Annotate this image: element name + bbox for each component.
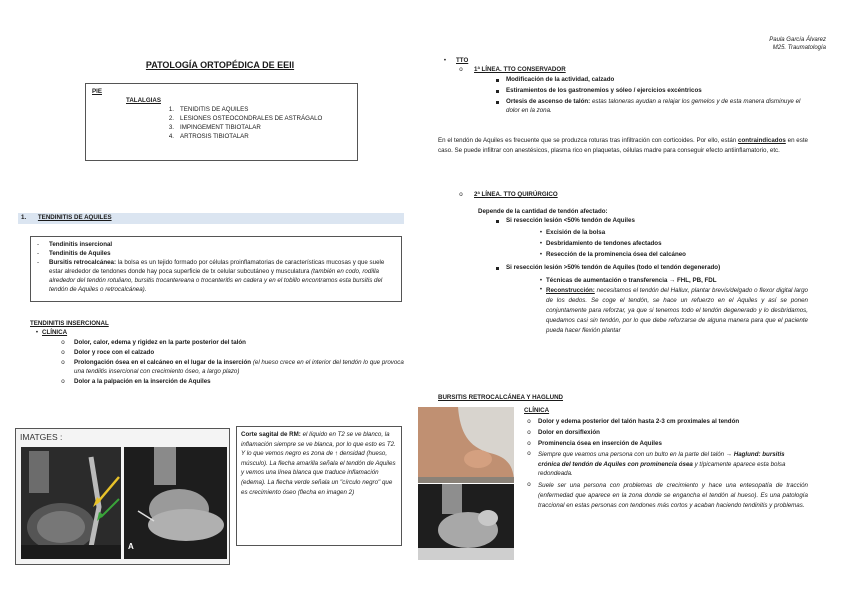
tto-section bbox=[440, 57, 808, 116]
tecnicas-text: Técnicas de aumentación o transferencia → FHL, PB, FDL bbox=[546, 276, 717, 284]
clinica-item bbox=[58, 339, 410, 348]
xray-image bbox=[124, 447, 227, 559]
growth-b: (enfermedad que aparece en la zona donde se engancha el tendón al hueso). bbox=[538, 491, 759, 499]
images-label: IMATGES : bbox=[20, 432, 63, 442]
type-label: Tendinitis insercional bbox=[49, 241, 113, 248]
circle-marker bbox=[58, 378, 68, 387]
square-marker bbox=[496, 264, 506, 274]
heel-photo bbox=[418, 407, 514, 483]
gt50-text: Si resección lesión >50% tendón de Aquiles (todo el tendón degenerado) bbox=[506, 263, 721, 271]
lt50-list bbox=[536, 229, 808, 260]
clinica-item bbox=[58, 378, 410, 387]
index-section: PIE bbox=[92, 88, 102, 95]
bullet-marker bbox=[32, 329, 42, 338]
index-label: IMPINGEMENT TIBIOTALAR bbox=[180, 123, 261, 131]
linea1-row bbox=[456, 66, 808, 75]
types-list bbox=[37, 241, 395, 259]
haglund-italic: Siempre que veamos una persona con un bulto en la parte del talón → bbox=[538, 450, 732, 458]
bursitis-item-text: Dolor y edema posterior del talón hasta 2-3 cm proximales al tendón bbox=[538, 417, 740, 425]
clinica-item-text: Prolongación ósea en el calcáneo en el lugar de la inserción bbox=[74, 358, 252, 366]
circle-marker bbox=[456, 191, 466, 200]
doc-title: PATOLOGÍA ORTOPÉDICA DE EEII bbox=[145, 60, 295, 70]
linea2-section bbox=[456, 191, 808, 335]
lt50-item bbox=[536, 251, 808, 260]
lt50-item bbox=[536, 229, 808, 238]
growth-block bbox=[538, 481, 808, 511]
types-box bbox=[30, 236, 402, 302]
index-item bbox=[162, 106, 351, 115]
bullet-marker bbox=[440, 57, 450, 66]
clinica-row bbox=[32, 329, 410, 338]
tto-row bbox=[440, 57, 808, 66]
bursitis-item-text: Prominencia ósea en inserción de Aquiles bbox=[538, 439, 662, 447]
mri-image bbox=[21, 447, 121, 559]
bursitis-item bbox=[37, 259, 395, 295]
bursitis-title: Bursitis retrocalcánea: bbox=[49, 258, 117, 266]
circle-marker bbox=[456, 66, 466, 75]
circle-marker bbox=[524, 450, 534, 479]
growth-row bbox=[524, 481, 808, 511]
circle-marker bbox=[524, 481, 534, 511]
bursitis-item-text: Dolor en dorsiflexión bbox=[538, 428, 600, 436]
linea1-item-block bbox=[506, 76, 808, 86]
para-contraindicados: contraindicados bbox=[738, 137, 786, 144]
haglund-bold: Haglund: bursitis crónica del tendón de Aquiles con prominencia ósea bbox=[538, 450, 785, 468]
bullet-marker bbox=[536, 286, 546, 336]
circle-marker bbox=[524, 418, 534, 427]
linea1-item bbox=[496, 87, 808, 97]
lt50-item bbox=[536, 240, 808, 249]
square-marker bbox=[496, 98, 506, 116]
dash-marker: - bbox=[37, 258, 40, 266]
bullet-marker bbox=[536, 251, 546, 260]
haglund-xray bbox=[418, 484, 514, 560]
circle-marker bbox=[524, 429, 534, 438]
lt50-item-label: Excisión de la bolsa bbox=[546, 228, 606, 236]
circle-marker bbox=[58, 349, 68, 358]
index-number: 4. bbox=[168, 132, 174, 140]
bursitis-clinica bbox=[524, 407, 808, 511]
gt50-row bbox=[496, 264, 808, 274]
linea1-item-block bbox=[506, 98, 808, 116]
clinica-item-text-block bbox=[74, 349, 410, 358]
dash-marker: - bbox=[37, 249, 40, 257]
section-header bbox=[18, 213, 404, 224]
tecnicas-row bbox=[536, 277, 808, 286]
lt50-item-label: Resección de la prominencia ósea del calcáneo bbox=[546, 250, 686, 258]
para-post: en este caso. Se puede infiltrar con anestésicos, plasma rico en plaquetas, células madre para conseguir efecto antiinflamatorio, etc. bbox=[438, 137, 809, 154]
circle-marker bbox=[58, 359, 68, 377]
recon-block bbox=[546, 286, 808, 336]
index-label: TENIDITIS DE AQUILES bbox=[180, 105, 249, 113]
circle-marker bbox=[58, 339, 68, 348]
square-marker bbox=[496, 87, 506, 97]
linea1-item bbox=[496, 98, 808, 116]
index-number: 3. bbox=[168, 123, 174, 131]
bursitis-item bbox=[524, 429, 808, 438]
insercional-title: TENDINITIS INSERCIONAL bbox=[30, 320, 109, 327]
recon-row bbox=[536, 286, 808, 336]
bursitis-text-block bbox=[49, 259, 395, 295]
linea1-item bbox=[496, 76, 808, 86]
caption-title: Corte sagital de RM: bbox=[241, 431, 301, 438]
bursitis-italic: (también en codo, rodilla alrededor del tendón rotuliano, bursitis trocantereana o trocanteritis en cadera y en el tobillo encontramos esta bursitis del tendón de Aquiles o retrocalcánea). bbox=[49, 267, 383, 293]
clinica-item-text-block bbox=[74, 378, 410, 387]
clinica-item-text: Dolor a la palpación en la inserción de Aquiles bbox=[74, 377, 211, 385]
bursitis-title: BURSITIS RETROCALCÁNEA Y HAGLUND bbox=[438, 394, 564, 401]
clinica-item-note: (el hueso crece en el interior del tendón lo que provoca una tendiitis insercional con crecimiento óseo, a largo plazo) bbox=[74, 358, 404, 375]
clinica-item bbox=[58, 349, 410, 358]
index-list bbox=[162, 106, 351, 142]
recon-text: necesitamos el tendón del Hallux, plantar brevis/delgado o flexor digital largo de los dedos. Se coge el tendón, se hace un refuerzo en el Aquiles y así se ponen conjuntamente para reforzar, ya que si tenemos todo el tendón degenerado y lo desbridamos, quedamos casi sin tendón, por lo que debe reforzarse de alguna manera para que el paciente pueda hacer flexión plantar bbox=[546, 286, 808, 334]
growth-c: Es una patología traccional en estas personas con tendones más cortos y acaban haciendo tendinitis y problemas. bbox=[538, 491, 808, 509]
index-number: 2. bbox=[168, 114, 174, 122]
square-marker bbox=[496, 217, 506, 227]
author-name: Paula García Álvarez bbox=[769, 37, 826, 43]
bursitis-item bbox=[524, 440, 808, 449]
index-item bbox=[162, 124, 351, 133]
tto-title: TTO bbox=[456, 57, 469, 64]
linea1-item-note: estas taloneras ayudan a relajar los gemelos y de esta manera disminuye el dolor en la zona. bbox=[506, 97, 801, 114]
linea1-item-text: Modificación de la actividad, calzado bbox=[506, 75, 615, 83]
insercional-list bbox=[58, 339, 410, 387]
linea1-heading: 1ª LÍNEA. TTO CONSERVADOR bbox=[474, 65, 566, 73]
index-label: ARTROSIS TIBIOTALAR bbox=[180, 132, 249, 140]
clinica-item-text-block bbox=[74, 359, 410, 377]
bursitis-list bbox=[524, 418, 808, 449]
index-item bbox=[162, 115, 351, 124]
clinica-item-text-block bbox=[74, 339, 410, 348]
image-caption bbox=[236, 426, 402, 546]
bursitis-item bbox=[524, 418, 808, 427]
author-course: M25. Traumatología bbox=[772, 45, 826, 52]
clinica-item bbox=[58, 359, 410, 377]
bursitis-clinica-heading: CLÍNICA bbox=[524, 407, 550, 414]
linea2-heading: 2ª LÍNEA. TTO QUIRÚRGICO bbox=[474, 191, 558, 198]
images-panel bbox=[15, 428, 230, 565]
haglund-row bbox=[524, 450, 808, 479]
linea2-row bbox=[456, 191, 808, 200]
index-box bbox=[85, 83, 358, 161]
index-subsection: TALALGIAS bbox=[126, 96, 161, 104]
growth-a: Suele ser una persona con problemas de crecimiento y hace una entesopatía de tracción bbox=[538, 481, 808, 489]
insercional-section bbox=[30, 320, 410, 387]
type-label: Tendinitis de Aquiles bbox=[49, 249, 111, 257]
square-marker bbox=[496, 76, 506, 86]
recon-title: Reconstrucción: bbox=[546, 286, 595, 294]
section-number: 1. bbox=[21, 214, 27, 221]
tto-paragraph bbox=[438, 136, 808, 155]
circle-marker bbox=[524, 440, 534, 449]
lt50-row bbox=[496, 217, 808, 227]
image-letter: A bbox=[128, 542, 134, 551]
bursitis-text: la bolsa es un tejido formado por células proinflamatorias de características mucosas y que suele estar alrededor de tendones donde hay poca superficie de tx celular subcutáneo y musculatura bbox=[49, 258, 385, 275]
clinica-heading: CLÍNICA bbox=[42, 328, 68, 336]
bullet-marker bbox=[536, 229, 546, 238]
section-title: TENDINITIS DE AQUILES bbox=[37, 214, 112, 221]
type-item bbox=[37, 241, 395, 250]
linea1-item-text: Ortesis de ascenso de talón: bbox=[506, 97, 591, 105]
author-block bbox=[769, 36, 826, 53]
lt50-text: Si resección lesión <50% tendón de Aquiles bbox=[506, 216, 635, 224]
bullet-marker bbox=[536, 277, 546, 286]
index-label: LESIONES OSTEOCONDRALES DE ASTRÁGALO bbox=[180, 114, 323, 122]
index-number: 1. bbox=[168, 105, 174, 113]
bullet-marker bbox=[536, 240, 546, 249]
haglund-block bbox=[538, 450, 808, 479]
depende-text: Depende de la cantidad de tendón afectado: bbox=[478, 207, 608, 215]
para-pre: En el tendón de Aquiles es frecuente que se produzca roturas tras infiltración con corticoides. Por ello, están bbox=[438, 137, 737, 144]
dash-marker: - bbox=[37, 241, 40, 248]
type-item bbox=[37, 250, 395, 259]
linea1-item-block bbox=[506, 87, 808, 97]
clinica-item-text: Dolor y roce con el calzado bbox=[74, 348, 155, 356]
linea1-item-text: Estiramientos de los gastronemios y sóleo / ejercicios excéntricos bbox=[506, 86, 702, 94]
lt50-item-label: Desbridamiento de tendones afectados bbox=[546, 239, 662, 247]
clinica-item-text: Dolor, calor, edema y rigidez en la parte posterior del talón bbox=[74, 338, 246, 346]
caption-text: el líquido en T2 se ve blanco, la inflamación siempre se ve blanca, por lo que esto es T2. Y lo que vemos negro es zona de ↑ densidad (hueso, músculo). La flecha amarilla señala el tendón de Aquiles y vemos una línea blanca que traduce inflamación (edema). La flecha verde señala un "círculo negro" que es crecimiento óseo (flecha en imagen 2) bbox=[241, 431, 396, 496]
linea1-list bbox=[496, 76, 808, 116]
haglund-tail: y típicamente aparece esta bolsa redondeada. bbox=[538, 460, 786, 478]
index-item bbox=[162, 133, 351, 142]
